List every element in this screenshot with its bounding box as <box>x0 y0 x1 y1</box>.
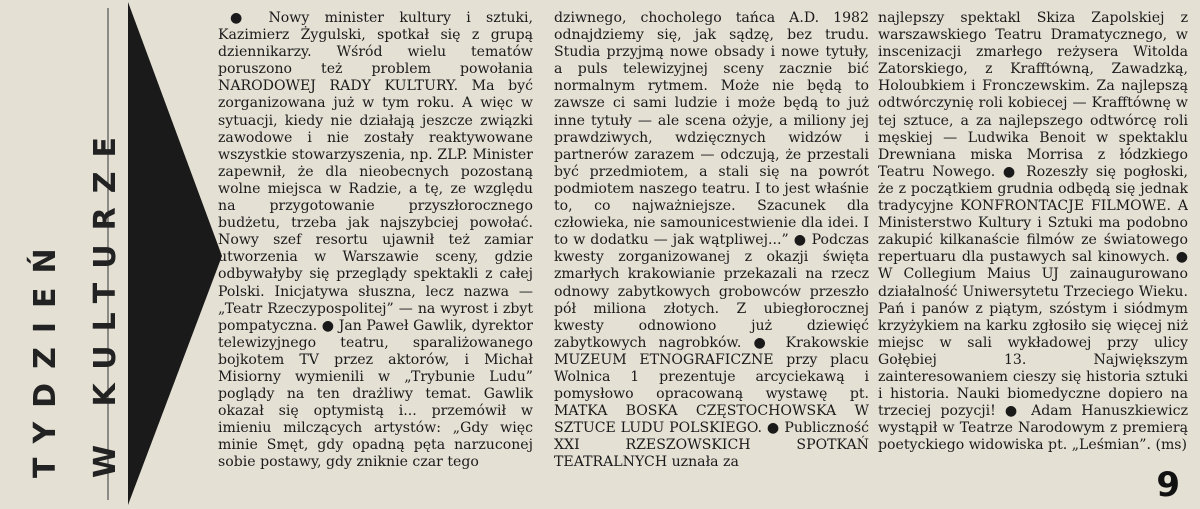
masthead-title-line1: TYDZIEŃ <box>28 234 63 478</box>
masthead-title-line2: W KULTURZE <box>88 123 123 478</box>
column-2-text: dziwnego, chocholego tańca A.D. 1982 odnajdziemy się, jak sądzę, bez trudu. Studia przyjmą nowe obsady i nowe tytuły, a puls telewizyjnej sceny zacznie bić normalnym rytmem. Może nie będą to zawsze ci sami ludzie i może będą to już inne tytuły — ale scena ożyje, a miliony jej prawdziwych, wdzięcznych widzów i partnerów zarazem — odczują, że przestali być przedmiotem, a stali się na powrót podmiotem naszego teatru. I to jest właśnie to, co najważniejsze. Szacunek dla człowieka, nie samounicestwienie dla idei. I to w dodatku — jak wątpliwej...” ● Podczas kwesty zorganizowanej z okazji święta zmarłych krakowianie przekazali na rzecz odnowy zabytkowych grobowców przeszło pół miliona złotych. Z ubiegłorocznej kwesty odnowiono już dziewięć zabytkowych nagrobków. ● Krakowskie MUZEUM ETNOGRAFICZNE przy placu Wolnica 1 prezentuje arcyciekawą i pomysłowo opracowaną wystawę pt. MATKA BOSKA CZĘSTOCHOWSKA W SZTUCE LUDU POLSKIEGO. ● Publiczność XXI RZESZOWSKICH SPOTKAŃ TEATRALNYCH uznała za <box>554 10 869 471</box>
column-3-text: najlepszy spektakl Skiza Zapolskiej z warszawskiego Teatru Dramatycznego, w inscenizacji zmarłego reżysera Witolda Zatorskiego, z Krafftówną, Zawadzką, Holoubkiem i Fronczewskim. Za najlepszą odtwórczynię roli kobiecej — Krafftównę w tej sztuce, a za najlepszego odtwórcę roli męskiej — Ludwika Benoit w spektaklu Drewniana miska Morrisa z łódzkiego Teatru Nowego. ● Rozeszły się pogłoski, że z początkiem grudnia odbędą się jednak tradycyjne KONFRONTACJE FILMOWE. A Ministerstwo Kultury i Sztuki ma podobno zakupić kilkanaście filmów ze światowego repertuaru dla pustawych sal kinowych. ● W Collegium Maius UJ zainaugurowano działalność Uniwersytetu Trzeciego Wieku. Pań i panów z piątym, szóstym i siódmym krzyżykiem na karku zgłosiło się więcej niż miejsc w sali wykładowej przy ulicy Gołębiej 13. Największym zainteresowaniem cieszy się historia sztuki i historia. Nauki biomedyczne dopiero na trzeciej pozycji! ● Adam Hanuszkiewicz wystąpił w Teatrze Narodowym z premierą poetyckiego widowiska pt. „Leśmian”. (ms) <box>878 10 1188 454</box>
column-1-text: ● Nowy minister kultury i sztuki, Kazimierz Żygulski, spotkał się z grupą dziennikarzy. Wśród wielu tematów poruszono też problem powołania NARODOWEJ RADY KULTURY. Ma być zorganizowana już w tym roku. A więc w sytuacji, kiedy nie działają jeszcze związki zawodowe i nie zostały reaktywowane wszystkie stowarzyszenia, np. ZLP. Minister zapewnił, że dla nieobecnych pozostaną wolne miejsca w Radzie, a tę, ze względu na przygotowanie przyszłorocznego budżetu, trzeba jak najszybciej powołać. Nowy szef resortu ujawnił też zamiar utworzenia w Warszawie sceny, gdzie odbywałyby się przeglądy spektakli z całej Polski. Inicjatywa słuszna, lecz nazwa — „Teatr Rzeczypospolitej” — na wyrost i zbyt pompatyczna. ● Jan Paweł Gawlik, dyrektor telewizyjnego teatru, sparaliżowanego bojkotem TV przez aktorów, i Michał Misiorny wymienili w „Trybunie Ludu” poglądy na ten drażliwy temat. Gawlik okazał się optymistą i... przemówił w imieniu milczących artystów: „Gdy więc minie Smęt, gdy opadną pęta narzuconej sobie postawy, gdy zniknie czar tego <box>218 10 533 471</box>
section-masthead <box>0 0 248 509</box>
article-column-3 <box>878 10 1188 496</box>
article-column-1 <box>218 10 533 496</box>
article-column-2 <box>554 10 869 496</box>
page-number: 9 <box>1156 465 1180 505</box>
